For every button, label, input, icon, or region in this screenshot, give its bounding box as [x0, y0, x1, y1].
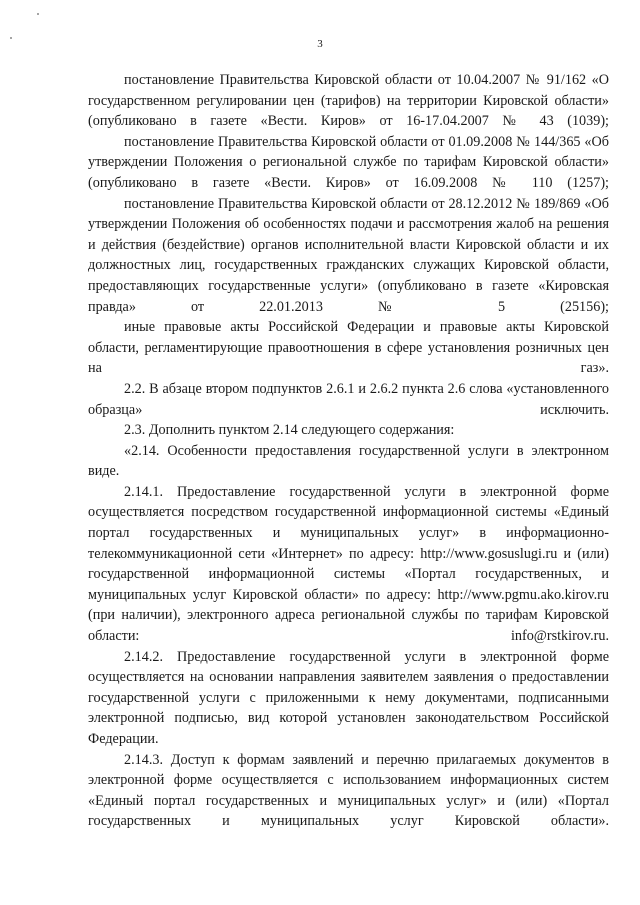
paragraph-clause-2-3: 2.3. Дополнить пунктом 2.14 следующего содержания:	[124, 422, 455, 439]
paragraph-resolution-189-869: постановление Правительства Кировской области от 28.12.2012 № 189/869 «Об утверждении Положения об особенностях подачи и рассмотрения жалоб на решения и действия (бездействие) органов исполнительной власти Кировской области и их должностных лиц, государственных гражданских служащих Кировской области, предоставляющих государственные услуги» (опубликовано в газете «Кировская правда» от 22.01.2013 № 5 (25156);	[88, 195, 609, 315]
paragraph-other-legal-acts: иные правовые акты Российской Федерации и правовые акты Кировской области, регламентирующие правоотношения в сфере установления розничных цен на газ».	[88, 319, 609, 377]
paragraph-clause-2-14-2: 2.14.2. Предоставление государственной услуги в электронной форме осуществляется на основании направления заявителем заявления о предоставлении государственной услуги с приложенными к нему документами, подписанными электронной подписью, вид которой установлен законодательством Российской Федерации.	[88, 648, 609, 747]
scan-speck	[37, 13, 39, 15]
paragraph-clause-2-14: «2.14. Особенности предоставления государственной услуги в электронном виде.	[88, 442, 609, 480]
paragraph-resolution-144-365: постановление Правительства Кировской области от 01.09.2008 № 144/365 «Об утверждении Положения о региональной службе по тарифам Кировской области» (опубликовано в газете «Вести. Киров» от 16.09.2008 № 110 (1257);	[88, 133, 609, 191]
document-body	[88, 70, 609, 832]
page-number: 3	[317, 38, 323, 50]
paragraph-clause-2-14-3: 2.14.3. Доступ к формам заявлений и перечню прилагаемых документов в электронной форме осуществляется с использованием информационных систем «Единый портал государственных и муниципальных услуг» и (или) «Портал государственных и муниципальных услуг Кировской области».	[88, 751, 609, 830]
paragraph-resolution-91-162: постановление Правительства Кировской области от 10.04.2007 № 91/162 «О государственном регулировании цен (тарифов) на территории Кировской области» (опубликовано в газете «Вести. Киров» от 16-17.04.2007 № 43 (1039);	[88, 72, 609, 130]
paragraph-clause-2-2: 2.2. В абзаце втором подпунктов 2.6.1 и 2.6.2 пункта 2.6 слова «установленного образца» исключить.	[88, 380, 609, 418]
paragraph-clause-2-14-1: 2.14.1. Предоставление государственной услуги в электронной форме осуществляется посредством государственной информационной системы «Единый портал государственных и муниципальных услуг» в информационно-телекоммуникационной сети «Интернет» по адресу: http://www.gosuslugi.ru и (или) государственной информационной системы «Портал государственных, и муниципальных услуг Кировской области» по адресу: http://www.pgmu.ako.kirov.ru (при наличии), электронного адреса региональной службы по тарифам Кировской области: info@rstkirov.ru.	[88, 483, 609, 645]
